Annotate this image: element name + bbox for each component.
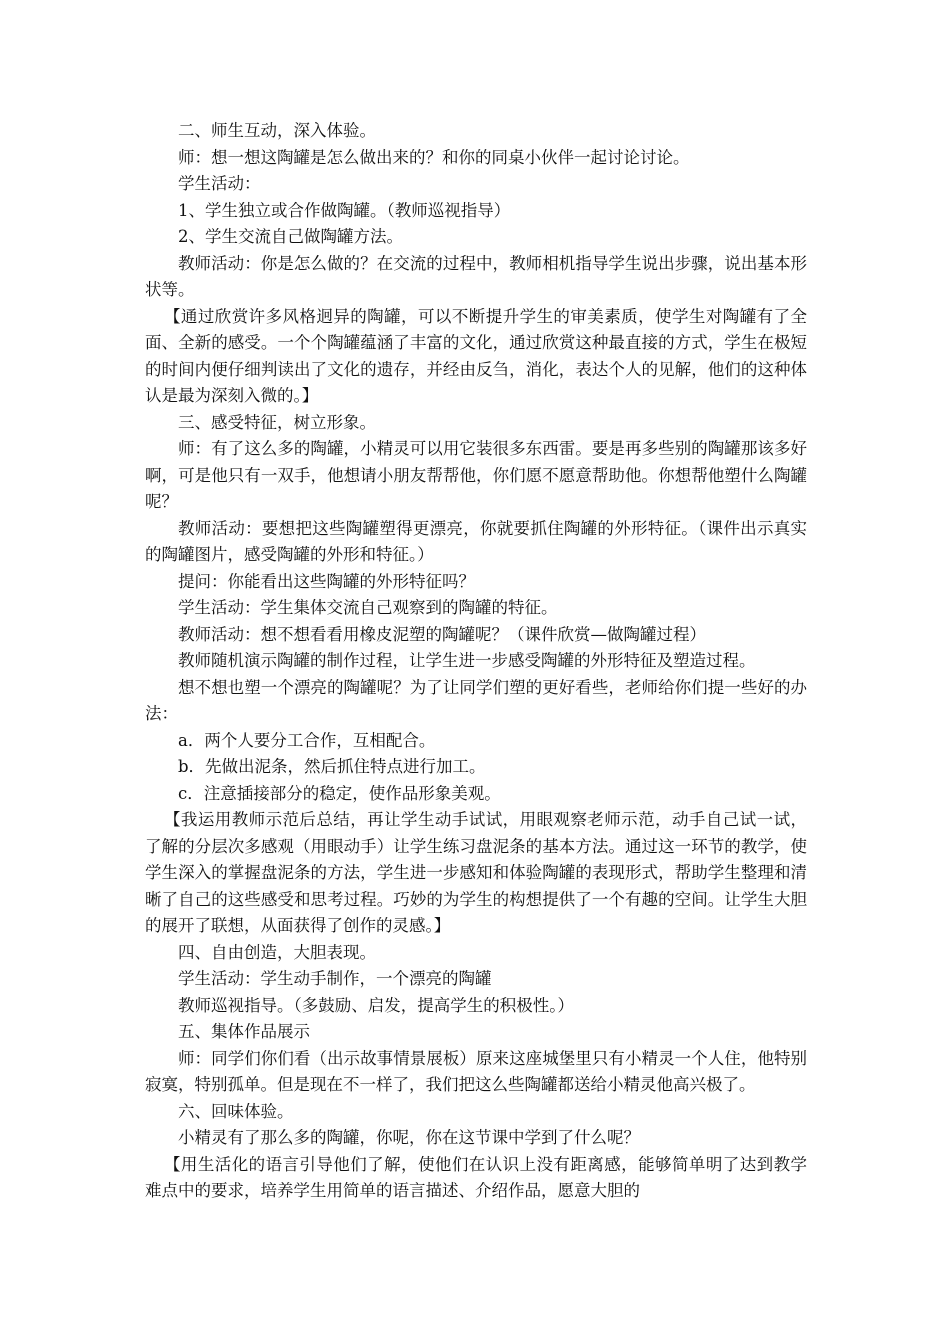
document-page: [145, 118, 807, 1205]
list-item: 1、学生独立或合作做陶罐。（教师巡视指导）: [178, 200, 511, 220]
paragraph: 师：同学们你们看（出示故事情景展板）原来这座城堡里只有小精灵一个人住，他特别寂寞，特别孤单。但是现在不一样了，我们把这么些陶罐都送给小精灵他高兴极了。: [145, 1048, 807, 1094]
heading-section-3: 三、感受特征，树立形象。: [178, 412, 376, 432]
paragraph: 学生活动：学生集体交流自己观察到的陶罐的特征。: [178, 598, 558, 617]
paragraph: 小精灵有了那么多的陶罐，你呢，你在这节课中学到了什么呢？: [178, 1128, 640, 1147]
paragraph: 提问：你能看出这些陶罐的外形特征吗？: [178, 571, 475, 591]
paragraph: 教师巡视指导。（多鼓励、启发，提高学生的积极性。）: [178, 995, 574, 1015]
list-item: 2、学生交流自己做陶罐方法。: [178, 227, 403, 246]
list-item: a．两个人要分工合作，互相配合。: [178, 730, 436, 750]
commentary-paragraph: 【通过欣赏许多风格迥异的陶罐，可以不断提升学生的审美素质，使学生对陶罐有了全面、全新的感受。一个个陶罐蕴涵了丰富的文化，通过欣赏这种最直接的方式，学生在极短的时间内便仔细判读出了文化的遗存，并经由反刍，消化，表达个人的见解，他们的这种体认是最为深刻入微的。】: [145, 306, 807, 405]
paragraph: 师：有了这么多的陶罐，小精灵可以用它装很多东西雷。要是再多些别的陶罐那该多好啊，可是他只有一双手，他想请小朋友帮帮他，你们愿不愿意帮助他。你想帮他塑什么陶罐呢？: [145, 439, 807, 511]
commentary-paragraph: 【用生活化的语言引导他们了解，使他们在认识上没有距离感，能够简单明了达到教学难点中的要求，培养学生用简单的语言描述、介绍作品，愿意大胆的: [145, 1154, 807, 1200]
list-item: c．注意插接部分的稳定，使作品形象美观。: [178, 783, 501, 803]
paragraph: 学生活动：学生动手制作，一个漂亮的陶罐: [178, 969, 492, 988]
paragraph: 教师活动：要想把这些陶罐塑得更漂亮，你就要抓住陶罐的外形特征。（课件出示真实的陶罐图片，感受陶罐的外形和特征。）: [145, 518, 807, 564]
heading-section-5: 五、集体作品展示: [178, 1022, 310, 1041]
paragraph: 教师随机演示陶罐的制作过程，让学生进一步感受陶罐的外形特征及塑造过程。: [178, 651, 756, 670]
paragraph: 教师活动：你是怎么做的？在交流的过程中，教师相机指导学生说出步骤，说出基本形状等。: [145, 253, 807, 299]
heading-section-6: 六、回味体验。: [178, 1101, 294, 1121]
heading-section-2: 二、师生互动，深入体验。: [178, 121, 376, 140]
paragraph: 师：想一想这陶罐是怎么做出来的？和你的同桌小伙伴一起讨论讨论。: [178, 147, 690, 167]
paragraph: 学生活动：: [178, 174, 261, 193]
paragraph: 想不想也塑一个漂亮的陶罐呢？为了让同学们塑的更好看些，老师给你们提一些好的办法：: [145, 677, 807, 723]
heading-section-4: 四、自由创造，大胆表现。: [178, 942, 376, 962]
list-item: b．先做出泥条，然后抓住特点进行加工。: [178, 757, 486, 776]
commentary-paragraph: 【我运用教师示范后总结，再让学生动手试试，用眼观察老师示范，动手自己试一试，了解的分层次多感观（用眼动手）让学生练习盘泥条的基本方法。通过这一环节的教学，使学生深入的掌握盘泥条的方法，学生进一步感知和体验陶罐的表现形式，帮助学生整理和清晰了自己的这些感受和思考过程。巧妙的为学生的构想提供了一个有趣的空间。让学生大胆的展开了联想，从面获得了创作的灵感。】: [145, 810, 807, 935]
paragraph: 教师活动：想不想看看用橡皮泥塑的陶罐呢？（课件欣赏—做陶罐过程）: [178, 624, 706, 644]
